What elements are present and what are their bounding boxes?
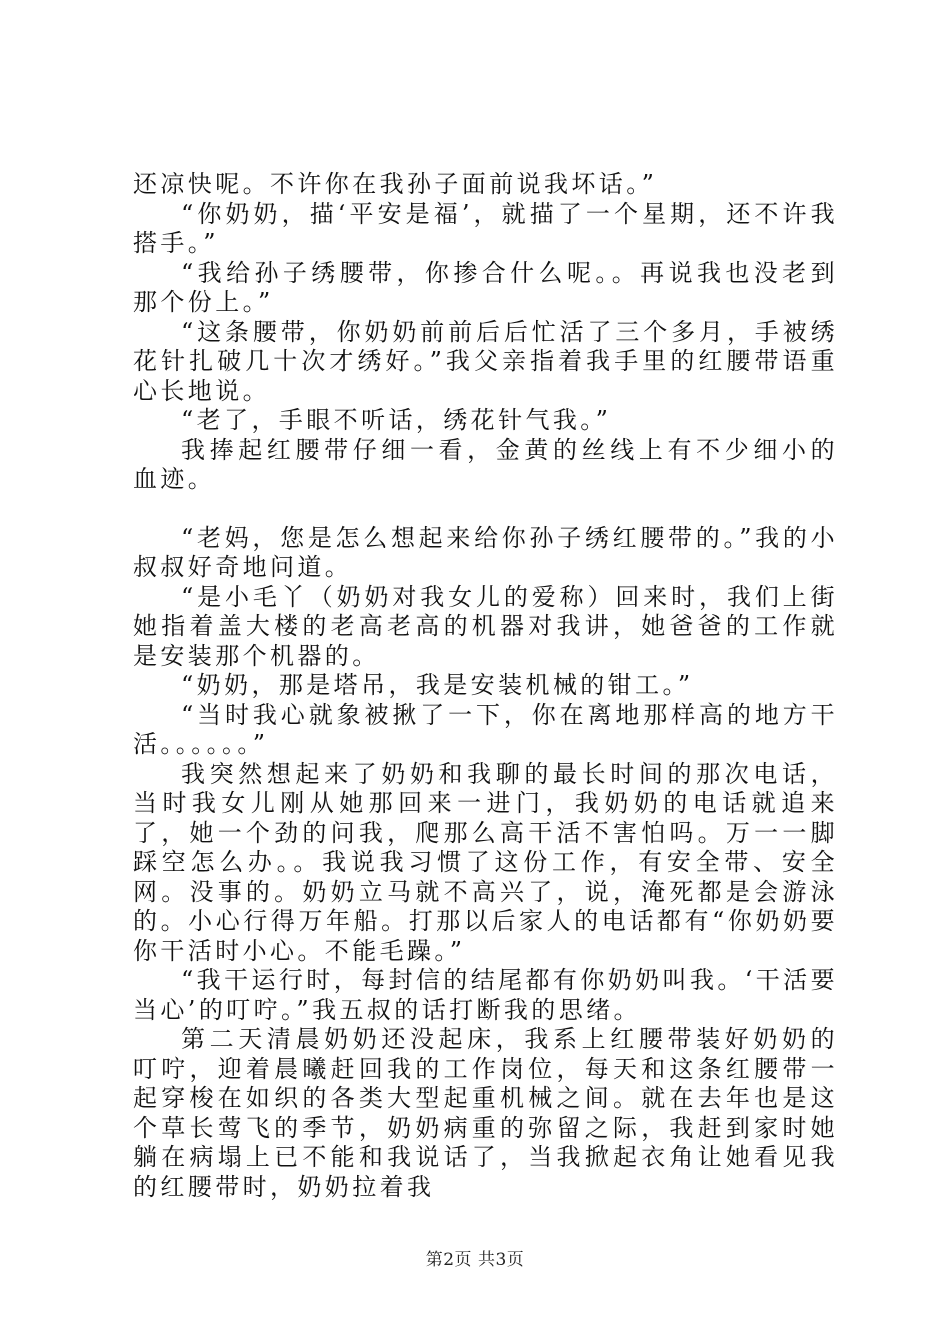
paragraph: 还凉快呢。不许你在我孙子面前说我坏话。”: [133, 170, 658, 198]
paragraph: “奶奶，那是塔吊，我是安装机械的钳工。”: [181, 671, 694, 699]
paragraph: “我干运行时，每封信的结尾都有你奶奶叫我。‘干活要当心’的叮咛。”我五叔的话打断我的思绪。: [133, 966, 838, 1024]
paragraph: “是小毛丫（奶奶对我女儿的爱称）回来时，我们上街她指着盖大楼的老高老高的机器对我讲，她爸爸的工作就是安装那个机器的。: [133, 582, 838, 670]
paragraph: “这条腰带，你奶奶前前后后忙活了三个多月，手被绣花针扎破几十次才绣好。”我父亲指着我手里的红腰带语重心长地说。: [133, 317, 838, 405]
document-body: [133, 170, 838, 1202]
paragraph: “老了，手眼不听话，绣花针气我。”: [181, 406, 612, 434]
paragraph: “我给孙子绣腰带，你掺合什么呢。。再说我也没老到那个份上。”: [133, 258, 838, 316]
page-footer: 第2页 共3页: [425, 1250, 525, 1270]
paragraph: “当时我心就象被揪了一下，你在离地那样高的地方干活。。。。。。”: [133, 700, 838, 758]
paragraph: 我捧起红腰带仔细一看，金黄的丝线上有不少细小的血迹。: [133, 435, 838, 493]
paragraph: “老妈，您是怎么想起来给你孙子绣红腰带的。”我的小叔叔好奇地问道。: [133, 523, 838, 581]
paragraph: 我突然想起来了奶奶和我聊的最长时间的那次电话，当时我女儿刚从她那回来一进门，我奶奶的电话就追来了，她一个劲的问我，爬那么高干活不害怕吗。万一一脚踩空怎么办。。我说我习惯了这份工作，有安全带、安全网。没事的。奶奶立马就不高兴了，说，淹死都是会游泳的。小心行得万年船。打那以后家人的电话都有“你奶奶要你干活时小心。不能毛躁。”: [133, 759, 838, 965]
paragraph: “你奶奶，描‘平安是福’，就描了一个星期，还不许我搭手。”: [133, 199, 838, 257]
paragraph: 第二天清晨奶奶还没起床，我系上红腰带装好奶奶的叮咛，迎着晨曦赶回我的工作岗位，每天和这条红腰带一起穿梭在如织的各类大型起重机械之间。就在去年也是这个草长莺飞的季节，奶奶病重的弥留之际，我赶到家时她躺在病塌上已不能和我说话了，当我掀起衣角让她看见我的红腰带时，奶奶拉着我: [133, 1025, 838, 1201]
